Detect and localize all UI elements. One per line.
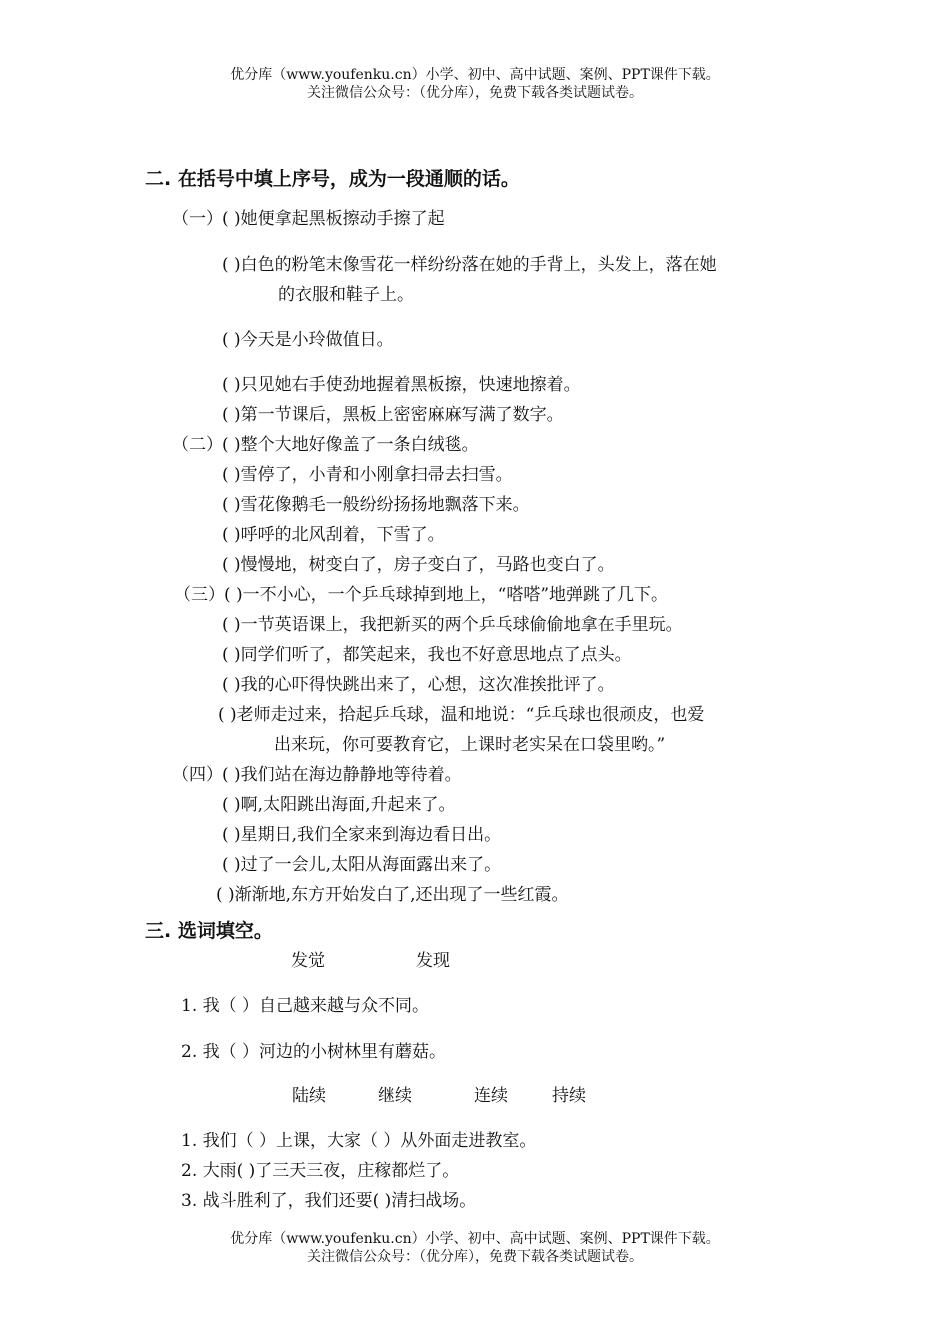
sentence-text: ( )今天是小玲做值日。 [222, 330, 394, 350]
sentence-line [222, 854, 501, 876]
word-option: 继续 [378, 1086, 412, 1106]
sentence-line [174, 584, 668, 606]
page-header [0, 66, 950, 102]
sentence-line [172, 208, 445, 230]
word-option: 发现 [416, 951, 450, 971]
sentence-line [172, 764, 462, 786]
page-footer [0, 1230, 950, 1266]
sentence-text: ( )老师走过来，拾起乒乓球，温和地说：“乒乓球也很顽皮，也爱 [218, 705, 705, 725]
sentence-line [222, 494, 530, 516]
sentence-line [222, 254, 717, 276]
sentence-line [222, 644, 632, 666]
sentence-text: 出来玩，你可要教育它，上课时老实呆在口袋里哟。” [274, 735, 666, 755]
fill-question: 3. 战斗胜利了，我们还要( )清扫战场。 [181, 1191, 477, 1211]
sentence-text: ( )我们站在海边静静地等待着。 [222, 765, 462, 785]
section-3-title: 三. 选词填空。 [145, 920, 273, 942]
group-label: （一） [172, 209, 223, 229]
section-2-title: 二. 在括号中填上序号，成为一段通顺的话。 [145, 168, 520, 190]
sentence-line [222, 554, 615, 576]
sentence-text: 的衣服和鞋子上。 [278, 285, 414, 305]
fill-question: 2. 大雨( )了三天三夜，庄稼都烂了。 [181, 1161, 460, 1181]
sentence-text: ( )雪停了，小青和小刚拿扫帚去扫雪。 [222, 465, 513, 485]
sentence-line [222, 824, 501, 846]
sentence-text: ( )一节英语课上，我把新买的两个乒乓球偷偷地拿在手里玩。 [222, 615, 683, 635]
sentence-line [274, 734, 665, 756]
sentence-text: ( )啊,太阳跳出海面,升起来了。 [222, 795, 456, 815]
fill-question: 2. 我（ ）河边的小树林里有蘑菇。 [181, 1042, 447, 1062]
sentence-line [222, 674, 615, 696]
sentence-text: ( )一不小心，一个乒乓球掉到地上，“嗒嗒”地弹跳了几下。 [224, 585, 669, 605]
group-label: （四） [172, 765, 223, 785]
sentence-line [222, 524, 445, 546]
word-option: 持续 [552, 1086, 586, 1106]
word-option: 连续 [474, 1086, 508, 1106]
sentence-line [172, 434, 479, 456]
group-label: （二） [172, 435, 223, 455]
fill-question: 1. 我（ ）自己越来越与众不同。 [181, 996, 430, 1016]
sentence-text: ( )第一节课后，黑板上密密麻麻写满了数字。 [222, 405, 564, 425]
sentence-line [222, 329, 394, 351]
sentence-text: ( )雪花像鹅毛一般纷纷扬扬地飘落下来。 [222, 495, 530, 515]
sentence-text: ( )呼呼的北风刮着，下雪了。 [222, 525, 445, 545]
sentence-text: ( )星期日,我们全家来到海边看日出。 [222, 825, 502, 845]
group-label: （三） [174, 585, 225, 605]
sentence-text: ( )整个大地好像盖了一条白绒毯。 [222, 435, 479, 455]
sentence-line [216, 884, 568, 906]
sentence-line [218, 704, 704, 726]
sentence-line [278, 284, 414, 306]
sentence-text: ( )渐渐地,东方开始发白了,还出现了一些红霞。 [216, 885, 569, 905]
sentence-text: ( )她便拿起黑板擦动手擦了起 [222, 209, 445, 229]
sentence-text: ( )过了一会儿,太阳从海面露出来了。 [222, 855, 502, 875]
sentence-text: ( )同学们听了，都笑起来，我也不好意思地点了点头。 [222, 645, 632, 665]
fill-question: 1. 我们（ ）上课，大家（ ）从外面走进教室。 [181, 1131, 537, 1151]
sentence-text: ( )只见她右手使劲地握着黑板擦，快速地擦着。 [222, 375, 581, 395]
sentence-text: ( )我的心吓得快跳出来了，心想，这次准挨批评了。 [222, 675, 615, 695]
header-line-2: 关注微信公众号：（优分库），免费下载各类试题试卷。 [307, 85, 643, 101]
word-option: 陆续 [292, 1086, 326, 1106]
sentence-line [222, 374, 581, 396]
footer-line-1: 优分库（www.youfenku.cn）小学、初中、高中试题、案例、PPT课件下载。 [230, 1231, 720, 1247]
sentence-text: ( )白色的粉笔末像雪花一样纷纷落在她的手背上，头发上，落在她 [222, 255, 717, 275]
word-option: 发觉 [291, 951, 325, 971]
sentence-line [222, 404, 564, 426]
sentence-text: ( )慢慢地，树变白了，房子变白了，马路也变白了。 [222, 555, 615, 575]
sentence-line [222, 614, 683, 636]
sentence-line [222, 464, 513, 486]
header-line-1: 优分库（www.youfenku.cn）小学、初中、高中试题、案例、PPT课件下载。 [230, 67, 720, 83]
footer-line-2: 关注微信公众号：（优分库），免费下载各类试题试卷。 [307, 1249, 643, 1265]
sentence-line [222, 794, 455, 816]
